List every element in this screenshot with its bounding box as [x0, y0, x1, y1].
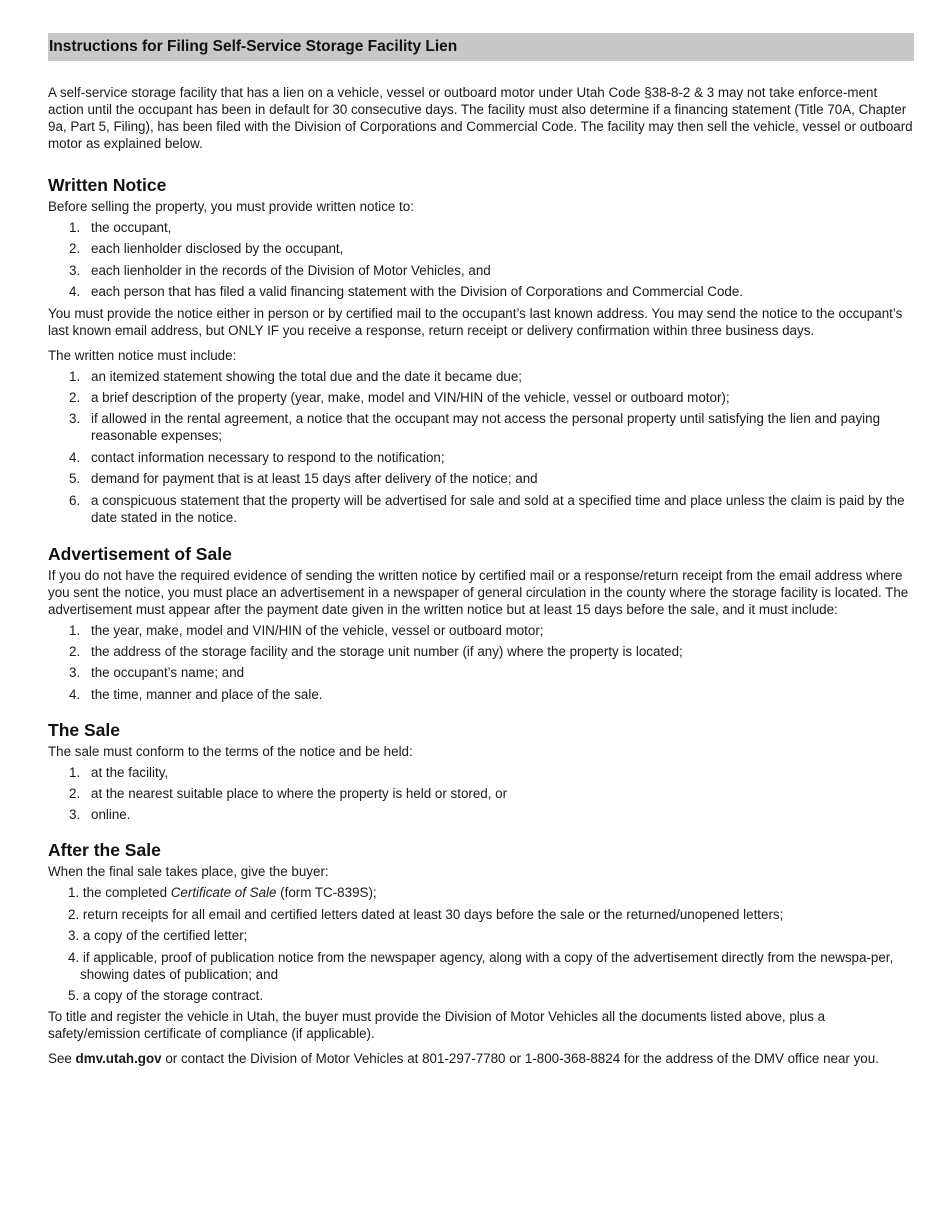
- list-text: each lienholder disclosed by the occupant,: [91, 241, 344, 257]
- list-item: [48, 664, 914, 681]
- the-sale-heading: The Sale: [48, 719, 120, 740]
- list-number: 1.: [68, 885, 80, 901]
- list-text: an itemized statement showing the total due and the date it became due;: [91, 368, 523, 384]
- list-item: [48, 884, 914, 901]
- the-sale-list: [48, 764, 914, 824]
- list-number: 4.: [69, 686, 81, 702]
- contact-paragraph: [48, 1050, 914, 1067]
- list-item: [48, 262, 914, 279]
- list-number: 3.: [69, 411, 81, 427]
- list-number: 3.: [68, 928, 80, 944]
- list-number: 3.: [69, 807, 81, 823]
- list-item: [48, 686, 914, 703]
- list-item: [48, 492, 914, 526]
- list-item: [48, 622, 914, 639]
- list-item: [48, 785, 914, 802]
- list-text: the year, make, model and VIN/HIN of the vehicle, vessel or outboard motor;: [91, 622, 544, 638]
- list-item: [48, 927, 914, 944]
- list-number: 1.: [69, 764, 81, 780]
- list-text: each lienholder in the records of the Division of Motor Vehicles, and: [91, 262, 491, 278]
- after-sale-heading: After the Sale: [48, 840, 161, 861]
- list-item: [48, 449, 914, 466]
- advertisement-list: [48, 622, 914, 703]
- list-text: a copy of the storage contract.: [82, 988, 264, 1004]
- certificate-of-sale-title: Certificate of Sale: [170, 885, 277, 901]
- list-number: 2.: [69, 389, 81, 405]
- list-text: if allowed in the rental agreement, a notice that the occupant may not access the personal property until satisfying the lien and paying reasonable expenses;: [91, 411, 881, 444]
- list-item: [48, 219, 914, 236]
- list-number: 6.: [69, 492, 81, 508]
- notice-include-lead: The written notice must include:: [48, 347, 237, 363]
- title-register-paragraph: To title and register the vehicle in Utah, the buyer must provide the Division of Motor Vehicles all the documents listed above, plus a safety/emission certificate of compliance (if applicable).: [48, 1009, 826, 1042]
- list-number: 4.: [69, 284, 81, 300]
- list-item: [48, 389, 914, 406]
- advertisement-body: If you do not have the required evidence of sending the written notice by certified mail or a response/return receipt from the email address where you sent the notice, you must place an advertisement in a newspaper of general circulation in the county where the storage facility is located. The advertisement must appear after the payment date given in the written notice but at least 15 days before the sale, and it must include:: [48, 567, 909, 617]
- list-item: [48, 949, 914, 983]
- advertisement-heading: Advertisement of Sale: [48, 543, 232, 564]
- list-number: 4.: [68, 949, 80, 965]
- list-number: 1.: [69, 220, 81, 235]
- notice-recipients-list: [48, 219, 914, 300]
- dmv-website-link[interactable]: dmv.utah.gov: [75, 1051, 162, 1067]
- list-item: [48, 987, 914, 1004]
- list-item: [48, 906, 914, 923]
- list-item: [48, 368, 914, 385]
- after-sale-lead: When the final sale takes place, give the buyer:: [48, 864, 329, 880]
- list-number: 2.: [68, 906, 80, 922]
- intro-paragraph: A self-service storage facility that has a lien on a vehicle, vessel or outboard motor under Utah Code §38-8-2 & 3 may not take enforce-ment action until the occupant has been in default for 30 consecutive days. The facility must also determine if a financing statement (Title 70A, Chapter 9a, Part 5, Filing), has been filed with the Division of Corporations and Commercial Code. The facility may then sell the vehicle, vessel or outboard motor as explained below.: [48, 85, 913, 151]
- written-notice-heading: Written Notice: [48, 175, 167, 195]
- list-text: online.: [91, 807, 131, 823]
- list-text: a conspicuous statement that the property will be advertised for sale and sold at a specified time and place unless the claim is paid by the date stated in the notice.: [91, 492, 905, 525]
- list-item: [48, 410, 914, 444]
- list-text: the occupant’s name; and: [91, 665, 245, 681]
- list-item: [48, 240, 914, 257]
- list-number: 2.: [69, 643, 81, 659]
- list-item: [48, 643, 914, 660]
- contact-prefix: See: [48, 1051, 76, 1067]
- list-text: the occupant,: [91, 220, 172, 235]
- written-notice-lead: Before selling the property, you must provide written notice to:: [48, 199, 414, 214]
- list-item: [48, 283, 914, 300]
- list-number: 1.: [69, 368, 81, 384]
- notice-delivery-paragraph: You must provide the notice either in person or by certified mail to the occupant’s last known address. You may send the notice to the occupant’s last known email address, but ONLY IF you receive a response, return receipt or delivery confirmation within three business days.: [48, 305, 903, 338]
- list-item: [48, 470, 914, 487]
- after-sale-list: [48, 884, 914, 1004]
- list-text: demand for payment that is at least 15 days after delivery of the notice; and: [91, 471, 538, 487]
- the-sale-lead: The sale must conform to the terms of the notice and be held:: [48, 743, 413, 759]
- list-text: the time, manner and place of the sale.: [91, 686, 323, 702]
- list-text: return receipts for all email and certified letters dated at least 30 days before the sale or the returned/unopened letters;: [82, 906, 784, 922]
- list-text: a brief description of the property (year, make, model and VIN/HIN of the vehicle, vessel or outboard motor);: [91, 389, 730, 405]
- list-number: 5.: [69, 471, 81, 487]
- list-text: each person that has filed a valid financing statement with the Division of Corporations and Commercial Code.: [91, 284, 744, 300]
- list-text: the completed: [82, 885, 171, 901]
- list-number: 3.: [69, 262, 81, 278]
- list-number: 1.: [69, 622, 81, 638]
- list-item: [48, 806, 914, 823]
- list-text: the address of the storage facility and the storage unit number (if any) where the property is located;: [91, 643, 683, 659]
- document-title: Instructions for Filing Self-Service Storage Facility Lien: [48, 33, 914, 61]
- list-number: 4.: [69, 449, 81, 465]
- list-text: (form TC-839S);: [276, 885, 377, 901]
- list-text: contact information necessary to respond to the notification;: [91, 449, 445, 465]
- list-number: 5.: [68, 988, 80, 1004]
- list-number: 2.: [69, 241, 81, 257]
- notice-contents-list: [48, 368, 914, 526]
- list-text: a copy of the certified letter;: [82, 928, 248, 944]
- list-text: at the nearest suitable place to where the property is held or stored, or: [91, 786, 508, 802]
- list-number: 2.: [69, 786, 81, 802]
- list-text: at the facility,: [91, 764, 169, 780]
- list-number: 3.: [69, 665, 81, 681]
- contact-suffix: or contact the Division of Motor Vehicles at 801-297-7780 or 1-800-368-8824 for the address of the DMV office near you.: [161, 1051, 879, 1067]
- list-text: if applicable, proof of publication notice from the newspaper agency, along with a copy of the advertisement directly from the newspa-per, showing dates of publication; and: [80, 949, 894, 982]
- list-item: [48, 764, 914, 781]
